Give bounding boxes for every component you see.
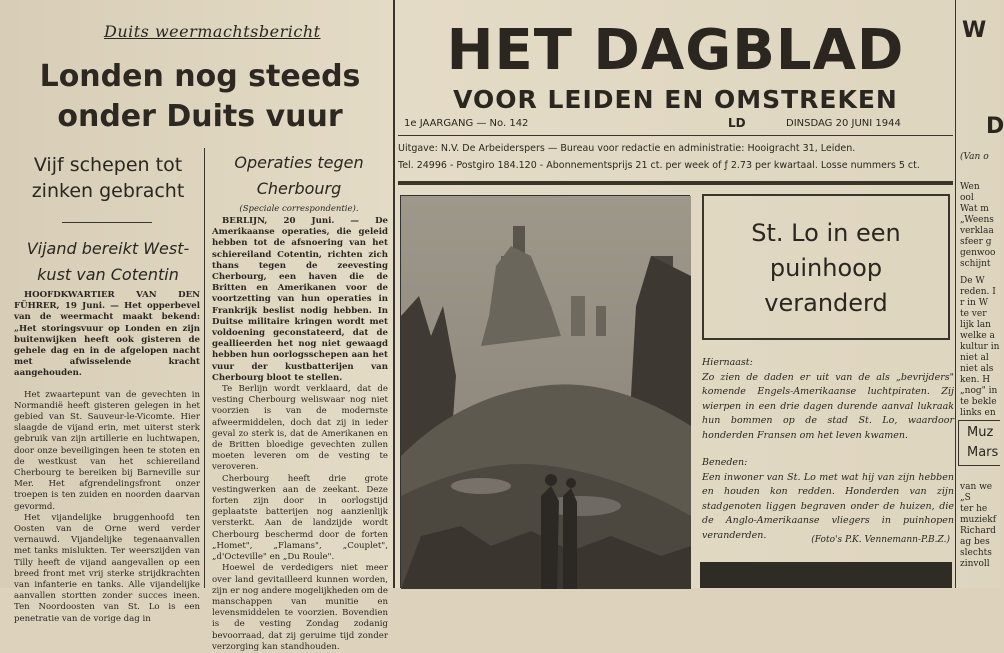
- publisher-info: [398, 140, 953, 174]
- kicker-weermachtsbericht: Duits weermachtsbericht: [104, 22, 321, 41]
- text-line: r in W: [960, 298, 988, 308]
- text-line: niet al: [960, 353, 989, 363]
- text-line: verklaa: [960, 226, 994, 236]
- text-line: links en: [960, 408, 996, 418]
- caption-beneden: [702, 456, 954, 544]
- text-line: „S: [960, 493, 971, 503]
- text-line: zinvoll: [960, 559, 990, 569]
- paragraph: Het vijandelijke bruggenhoofd ten Oosten van de Orne werd verder vernauwd. Vijandelijke tegenaanvallen met tanks mislukten. Ter weerszijden van Tilly heeft de vijand aangevallen op een breed front met vrij sterke strijdkrachten van infanterie en tanks. Alle vijandelijke aanvallen stortten zonder succes ineen. Ten Noordoosten van St. Lo is een penetratie van de vorige dag in: [14, 512, 200, 624]
- right-box-line-2: Mars: [967, 445, 999, 460]
- text-line: Richard: [960, 526, 996, 536]
- text-line: genwoo: [960, 248, 996, 258]
- text-line: De W: [960, 276, 985, 286]
- right-column-headline-fragment-1: W: [962, 18, 987, 43]
- text-line: slechts: [960, 548, 992, 558]
- caption-hiernaast-text: Zo zien de daden er uit van de als „bevrijders" komende Engels-Amerikaanse luchtpiraten. Zij wierpen in een drie dagen durende aanval lukraak hun bommen op de stad St. Lo, waardoor honderden Fransen om het leven kwamen.: [702, 371, 954, 441]
- publisher-line-2: Tel. 24996 - Postgiro 184.120 - Abonnementsprijs 21 ct. per week of ƒ 2.73 per kwartaal. Losse nummers 5 ct.: [398, 160, 920, 171]
- feature-headline-box: [702, 194, 950, 340]
- caption-hiernaast: [702, 356, 954, 444]
- masthead-logo: LD: [728, 116, 746, 130]
- feature-headline-line-3: veranderd: [764, 289, 888, 317]
- paragraph: Het zwaartepunt van de gevechten in Normandië heeft gisteren gelegen in het gebied van St. Sauveur-le-Vicomte. Hier slaagde de vijand erin, met uiterst sterk gebruik van zijn artillerie en luchtwapen, door onze beveiligingen heen te stoten en de westkust van het schiereiland Cherbourg te bereiken bij Barneville sur Mer. Het afgrendelingsfront onzer troepen is ten zuiden en noorden daarvan gevormd.: [14, 389, 200, 512]
- caption-beneden-text: Een inwoner van St. Lo met wat hij van zijn hebben en houden kon redden. Honderden van zijn stadgenoten liggen begraven onder de huizen, die de Anglo-Amerikaanse vliegers in puinhopen veranderden.: [702, 471, 954, 541]
- text-line: „Weens: [960, 215, 994, 225]
- text-line: „nog" in: [960, 386, 998, 396]
- text-line: lijk lan: [960, 320, 991, 330]
- text-line: schijnt: [960, 259, 991, 269]
- feature-headline-line-2: puinhoop: [769, 254, 883, 282]
- right-column-text-1: [960, 182, 1000, 270]
- photo-credit: (Foto's P.K. Vennemann-P.B.Z.): [811, 535, 950, 545]
- text-line: reden. I: [960, 287, 996, 297]
- paragraph: Te Berlijn wordt verklaard, dat de vesting Cherbourg weliswaar nog niet voorzien is van de modernste afweermiddelen, doch dat zij in ieder geval zo sterk is, dat de Amerikanen en de Britten bloedige gevechten zullen moeten leveren om de vesting te veroveren.: [212, 384, 388, 473]
- ruins-photo: [400, 195, 690, 588]
- paragraph: HOOFDKWARTIER VAN DEN FÜHRER, 19 Juni. — Het opperbevel van de weermacht maakt bekend: „Het storingsvuur op Londen en zijn buitenwijken heeft ook gisteren de gehele dag en in de afgelopen nacht met afwisselende kracht aangehouden.: [14, 290, 200, 379]
- text-line: te bekle: [960, 397, 997, 407]
- ruins-illustration: [401, 196, 691, 589]
- text-line: ter he: [960, 504, 988, 514]
- article-column-1: [14, 290, 200, 624]
- caption-hiernaast-label: Hiernaast:: [702, 357, 753, 368]
- issue-number: 1e JAARGANG — No. 142: [404, 118, 529, 129]
- text-line: ool: [960, 193, 974, 203]
- right-column-note: (Van o: [960, 152, 989, 162]
- text-line: van we: [960, 482, 993, 492]
- subheadline-westkust: [14, 236, 202, 288]
- paragraph: Cherbourg heeft drie grote vestingwerken aan de zeekant. Deze forten zijn door in oorlogstijd geplaatste batterijen nog aanzienlijk versterkt. Aan de landzijde wordt Cherbourg beschermd door de forten „Homet", „Flamans", „Couplet", „d'Octeville" en „Du Roule".: [212, 473, 388, 563]
- masthead-rule-top: [398, 135, 953, 136]
- text-line: Wen: [960, 182, 980, 192]
- caption-beneden-label: Beneden:: [702, 457, 748, 468]
- text-line: sfeer g: [960, 237, 992, 247]
- text-line: Wat m: [960, 204, 989, 214]
- subheadline-schepen: [14, 152, 202, 204]
- headline-line-2: onder Duits vuur: [57, 99, 343, 134]
- subheadline-cherbourg-line-1: Operaties tegen: [234, 153, 364, 172]
- masthead-rule-bottom: [398, 181, 953, 185]
- subheadline-westkust-line-1: Vijand bereikt West-: [26, 239, 190, 258]
- feature-headline-line-1: St. Lo in een: [751, 219, 901, 247]
- paragraph: Hoewel de verdedigers niet meer over land gevitailleerd kunnen worden, zijn er nog andere mogelijkheden om de manschappen van munitie en levensmiddelen te voorzien. Bovendien is de vesting Zondag zodanig bevoorraad, dat zij geruime tijd zonder verzorging kan standhouden.: [212, 563, 388, 652]
- column-divider-right: [955, 0, 956, 588]
- right-column-text-3: [960, 482, 1000, 570]
- subheadline-schepen-line-1: Vijf schepen tot: [33, 154, 183, 176]
- right-box-line-1: Muz: [967, 425, 994, 440]
- bottom-image-strip: [700, 562, 952, 588]
- right-column-headline-fragment-2: D: [986, 114, 1004, 139]
- text-line: kultur in: [960, 342, 1000, 352]
- subheadline-cherbourg-line-2: Cherbourg: [256, 179, 342, 198]
- text-line: niet als: [960, 364, 994, 374]
- subheadline-cherbourg: [210, 150, 388, 202]
- text-line: welke a: [960, 331, 995, 341]
- publisher-line-1: Uitgave: N.V. De Arbeiderspers — Bureau voor redactie en administratie: Hooigracht 31, Leiden.: [398, 143, 856, 154]
- column-divider-left: [204, 148, 205, 588]
- article-column-2: [212, 216, 388, 652]
- special-correspondent: (Speciale correspondentie).: [239, 204, 359, 214]
- text-line: te ver: [960, 309, 987, 319]
- right-column-text-2: [960, 276, 1000, 419]
- column-divider-main: [393, 0, 395, 588]
- issue-date: DINSDAG 20 JUNI 1944: [786, 118, 901, 129]
- subheadline-schepen-line-2: zinken gebracht: [31, 180, 185, 202]
- masthead-subtitle: VOOR LEIDEN EN OMSTREKEN: [453, 85, 898, 114]
- masthead-title: HET DAGBLAD: [446, 18, 905, 83]
- paragraph: BERLIJN, 20 Juni. — De Amerikaanse operaties, die geleid hebben tot de afsnoering van het schiereiland Cotentin, richten zich thans tegen de zeevesting Cherbourg, een haven die de Britten en Amerikanen voor de voortzetting van hun operaties in Frankrijk beslist nodig hebben. In Duitse militaire kringen wordt met voldoening geconstateerd, dat de geallieerden het nog niet gewaagd hebben hun oorlogsschepen aan het vuur der kustbatterijen van Cherbourg bloot te stellen.: [212, 216, 388, 383]
- text-line: ken. H: [960, 375, 991, 385]
- text-line: ag bes: [960, 537, 990, 547]
- headline-line-1: Londen nog steeds: [39, 59, 361, 94]
- short-rule: [62, 222, 152, 223]
- subheadline-westkust-line-2: kust van Cotentin: [37, 265, 179, 284]
- right-column-box: [958, 420, 1000, 466]
- text-line: muziekf: [960, 515, 997, 525]
